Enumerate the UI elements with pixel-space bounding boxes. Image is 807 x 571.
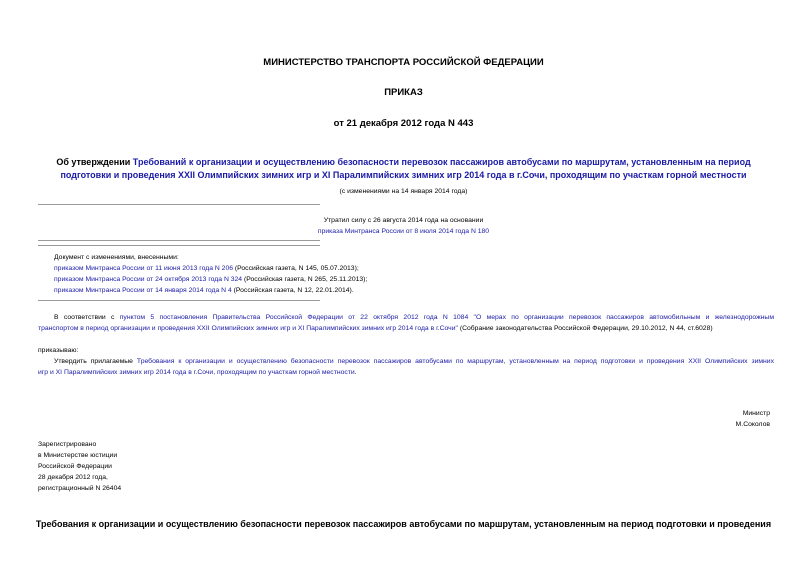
change-item [54, 274, 367, 285]
registration-line: Российской Федерации [38, 463, 112, 470]
change-item [54, 285, 354, 296]
approve-end: . [354, 369, 357, 376]
requirements-link-cont[interactable]: подготовки и проведения XXII Олимпийских зимних игр и XI Паралимпийских зимних игр 2014 года в г.Сочи, проходящим по участкам горной местности [60, 170, 747, 180]
divider [38, 300, 320, 301]
preamble-start: В соответствии с [54, 314, 120, 321]
change-link[interactable]: приказом Минтранса России от 14 января 2014 года N 4 [54, 287, 232, 294]
approved-requirements-link[interactable]: Требования к организации и осуществлению безопасности перевозок пассажиров автобусами по маршрутам, установленным на период подготовки и проведения XXII Олимпийских зимних [136, 358, 774, 365]
title-prefix: Об утверждении [56, 157, 133, 167]
government-decree-link[interactable]: пунктом 5 постановления Правительства Российской Федерации от 22 октября 2012 года N 1084 "О мерах по организации перевозок пассажиров автомобильным и железнодорожным [119, 314, 774, 321]
order-date-number: от 21 декабря 2012 года N 443 [333, 118, 474, 129]
registration-line: в Министерстве юстиции [38, 452, 118, 459]
orders-word: приказываю: [38, 347, 79, 354]
change-link[interactable]: приказом Минтранса России от 11 июня 2013 года N 206 [54, 265, 233, 272]
registration-block [38, 439, 121, 494]
divider [38, 245, 320, 246]
document-type: ПРИКАЗ [384, 87, 423, 98]
approved-requirements-link-cont[interactable]: игр и XI Паралимпийских зимних игр 2014 года в г.Сочи, проходящим по участкам горной местности [38, 369, 355, 376]
preamble-line1 [54, 312, 774, 323]
signature-position: Министр [742, 410, 770, 417]
registration-line: 28 декабря 2012 года, [38, 474, 108, 481]
amendment-note: (с изменениями на 14 января 2014 года) [339, 188, 468, 195]
lost-force-text: Утратил силу с 26 августа 2014 года на основании [323, 217, 484, 224]
registration-line: Зарегистрировано [38, 441, 97, 448]
requirements-link[interactable]: Требований к организации и осуществлению безопасности перевозок пассажиров автобусами по маршрутам, установленным на период [132, 157, 751, 167]
approve-line1 [54, 356, 774, 367]
ministry-heading: МИНИСТЕРСТВО ТРАНСПОРТА РОССИЙСКОЙ ФЕДЕРАЦИИ [263, 57, 544, 68]
government-decree-link-cont[interactable]: транспортом в период организации и проведения XXII Олимпийских зимних игр и XI Паралимпийских зимних игр 2014 года в г.Сочи" [38, 325, 458, 332]
change-link[interactable]: приказом Минтранса России от 24 октября 2013 года N 324 [54, 276, 243, 283]
changes-intro: Документ с изменениями, внесенными: [54, 254, 179, 261]
appendix-title: Требования к организации и осуществлению безопасности перевозок пассажиров автобусами по маршрутам, установленным на период подготовки и проведения [35, 519, 772, 529]
signature-name: М.Соколов [735, 421, 770, 428]
divider [38, 240, 320, 241]
approve-line2 [38, 367, 357, 378]
change-item [54, 263, 359, 274]
lost-force-basis-link[interactable]: приказа Минтранса России от 8 июля 2014 года N 180 [317, 228, 490, 235]
preamble-source: (Собрание законодательства Российской Федерации, 29.10.2012, N 44, ст.6028) [457, 325, 713, 332]
approve-start: Утвердить прилагаемые [54, 358, 137, 365]
registration-line: регистрационный N 26404 [38, 485, 122, 492]
change-source: (Российская газета, N 12, 22.01.2014). [231, 287, 354, 294]
divider [38, 204, 320, 205]
change-source: (Российская газета, N 265, 25.11.2013); [242, 276, 368, 283]
preamble-line2 [38, 323, 778, 334]
order-title [0, 156, 807, 182]
change-source: (Российская газета, N 145, 05.07.2013); [233, 265, 359, 272]
